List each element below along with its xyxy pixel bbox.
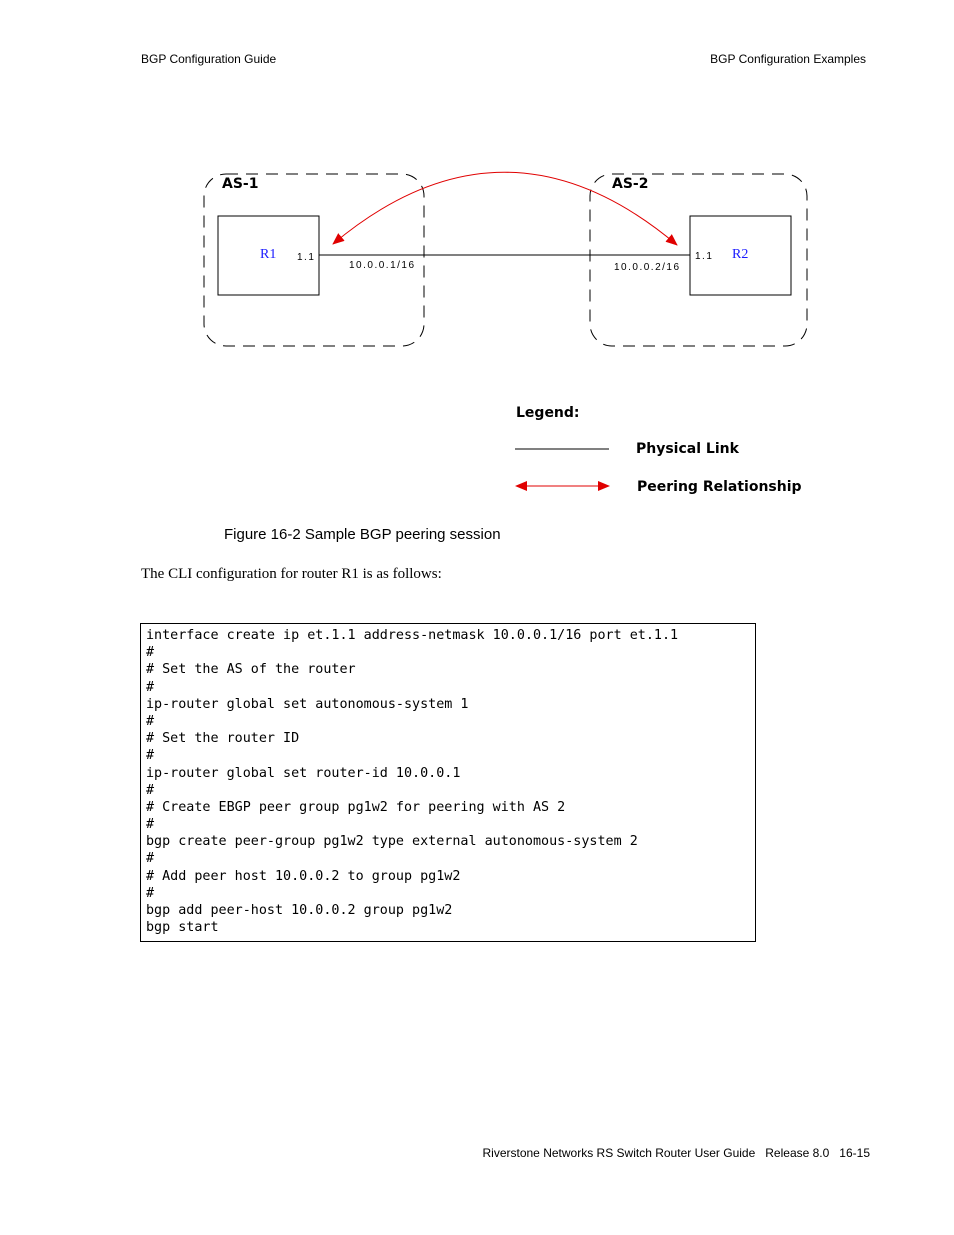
r2-port-label: 1.1 — [695, 251, 714, 262]
code-line: ip-router global set autonomous-system 1 — [146, 696, 469, 712]
running-header-right: BGP Configuration Examples — [710, 52, 866, 66]
code-line: ip-router global set router-id 10.0.0.1 — [146, 765, 461, 781]
code-line: # Add peer host 10.0.0.2 to group pg1w2 — [146, 868, 461, 884]
code-line: bgp start — [146, 920, 219, 936]
legend-physical-link-label: Physical Link — [636, 441, 739, 457]
code-line: # Create EBGP peer group pg1w2 for peering with AS 2 — [146, 799, 566, 815]
r1-ip-label: 10.0.0.1/16 — [349, 260, 416, 271]
running-header-left: BGP Configuration Guide — [141, 52, 277, 66]
code-line: # Set the AS of the router — [146, 662, 356, 678]
intro-paragraph: The CLI configuration for router R1 is as follows: — [141, 566, 442, 582]
code-line: # — [146, 713, 155, 729]
code-line: bgp create peer-group pg1w2 type external autonomous-system 2 — [146, 834, 638, 850]
code-line: # — [146, 782, 155, 798]
code-line: # — [146, 817, 155, 833]
r2-ip-label: 10.0.0.2/16 — [614, 262, 681, 273]
code-line: # — [146, 748, 155, 764]
code-line: # — [146, 679, 155, 695]
code-line: # — [146, 885, 155, 901]
legend-title: Legend: — [516, 405, 580, 421]
cli-code-block — [140, 623, 756, 942]
code-line: # — [146, 851, 155, 867]
router-r1-label: R1 — [260, 247, 277, 262]
legend-peering-label: Peering Relationship — [637, 479, 802, 495]
figure-caption: Figure 16-2 Sample BGP peering session — [224, 526, 501, 543]
bgp-peering-diagram — [0, 0, 954, 520]
as2-label: AS-2 — [612, 176, 649, 192]
running-footer: Riverstone Networks RS Switch Router User Guide Release 8.0 16-15 — [482, 1146, 870, 1160]
router-r2-label: R2 — [732, 247, 749, 262]
code-line: # — [146, 645, 155, 661]
code-line: # Set the router ID — [146, 731, 300, 747]
code-line: bgp add peer-host 10.0.0.2 group pg1w2 — [146, 903, 453, 918]
as1-label: AS-1 — [222, 176, 259, 192]
code-line: interface create ip et.1.1 address-netmask 10.0.0.1/16 port et.1.1 — [146, 628, 679, 643]
r1-port-label: 1.1 — [297, 252, 316, 263]
